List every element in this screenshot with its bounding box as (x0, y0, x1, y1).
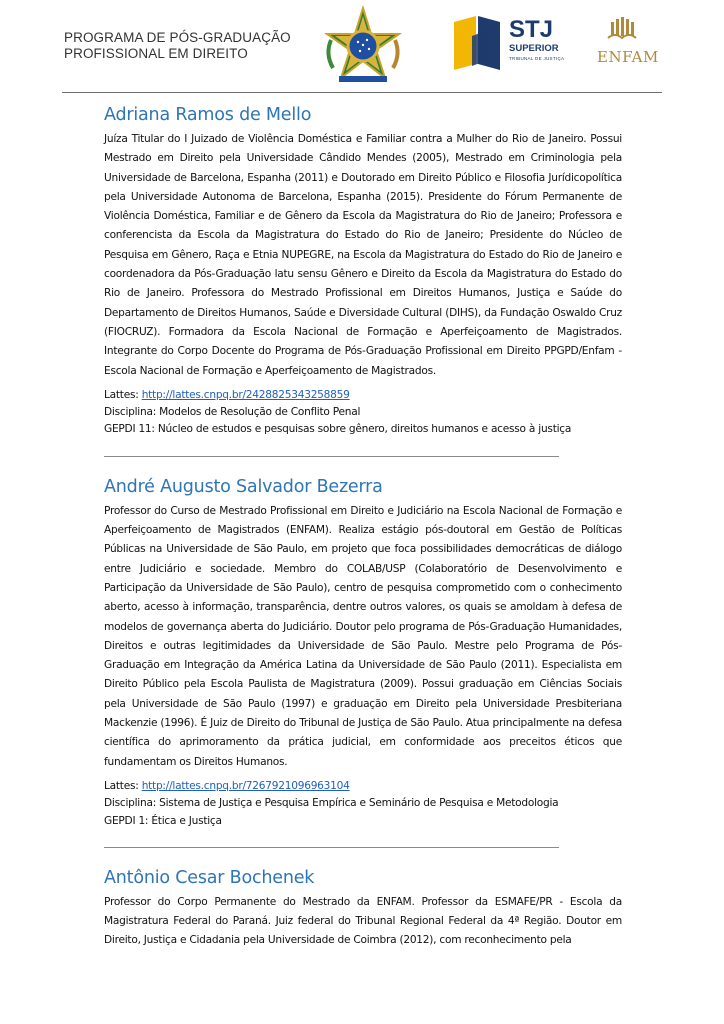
program-title-line-2: PROFISSIONAL EM DIREITO (64, 46, 248, 61)
faculty-name: André Augusto Salvador Bezerra (104, 476, 383, 497)
lattes-label: Lattes: (104, 388, 142, 401)
gepdi-line: GEPDI 11: Núcleo de estudos e pesquisas sobre gênero, direitos humanos e acesso à justiça (104, 423, 572, 436)
lattes-line (104, 387, 622, 404)
program-title-line-1: PROGRAMA DE PÓS-GRADUAÇÃO (64, 30, 291, 45)
stj-tribunal: TRIBUNAL DE JUSTIÇA (509, 56, 565, 61)
entry-divider (104, 456, 559, 457)
disciplina-line: Disciplina: Modelos de Resolução de Conflito Penal (104, 406, 361, 419)
faculty-name: Antônio Cesar Bochenek (104, 867, 315, 888)
faculty-bio: Juíza Titular do I Juizado de Violência Doméstica e Familiar contra a Mulher do Rio de Janeiro. Possui Mestrado em Direito pela Universidade Cândido Mendes (2005), Mestrado em Criminologia pela Universidade de Barcelona, Espanha (2011) e Doutorado em Direito Público e Filosofia Jurídicopolítica pela Universidade Autonoma de Barcelona, Espanha (2015). Presidente do Fórum Permanente de Violência Doméstica, Familiar e de Gênero da Escola da Magistratura do Rio de Janeiro; Professora e conferencista da Escola da Magistratura do Estado do Rio de Janeiro; Presidente do Núcleo de Pesquisa em Gênero, Raça e Etnia NUPEGRE, na Escola da Magistratura do Estado do Rio de Janeiro e coordenadora da Pós-Graduação latu sensu Gênero e Direito da Escola da Magistratura do Estado do Rio de Janeiro. Professora do Mestrado Profissional em Direitos Humanos, Justiça e Saúde do Departamento de Direitos Humanos, Saúde e Diversidade Cultural (DIHS), da Fundação Oswaldo Cruz (FIOCRUZ). Formadora da Escola Nacional de Formação e Aperfeiçoamento de Magistrados. Integrante do Corpo Docente do Programa de Pós-Graduação Profissional em Direito PPGPD/Enfam - Escola Nacional de Formação e Aperfeiçoamento de Magistrados. (104, 133, 622, 377)
page-header (0, 0, 724, 95)
faculty-bio: Professor do Curso de Mestrado Profissional em Direito e Judiciário na Escola Nacional de Formação e Aperfeiçoamento de Magistrados (ENFAM). Realiza estágio pós-doutoral em Gestão de Políticas Públicas na Universidade de São Paulo, em projeto que foca possibilidades democráticas de diálogo entre Judiciário e sociedade. Membro do COLAB/USP (Colaboratório de Desenvolvimento e Participação da Universidade de São Paulo), centro de pesquisa comprometido com o conhecimento aberto, acesso à informação, transparência, dentre outros valores, os quais se amoldam à defesa de modelos de governança aberta do Judiciário. Doutor pelo programa de Pós-Graduação Humanidades, Direitos e outras legitimidades da Universidade de São Paulo. Mestre pelo Programa de Pós-Graduação em Integração da América Latina da Universidade de São Paulo (2011). Especialista em Direito Público pela Escola Paulista de Magistratura (2009). Possui graduação em Ciências Sociais pela Universidade de São Paulo (1997) e graduação em Direito pela Universidade Presbiteriana Mackenzie (1996). É Juiz de Direito do Tribunal de Justiça de São Paulo. Atua principalmente na defesa científica do aprimoramento da prática judicial, em conformidade aos preceitos éticos que fundamentam os Direitos Humanos. (104, 504, 622, 768)
lattes-link[interactable]: http://lattes.cnpq.br/7267921096963104 (141, 779, 350, 792)
lattes-label: Lattes: (104, 779, 142, 792)
stj-abbreviation: STJ (509, 16, 554, 43)
faculty-entry (104, 475, 622, 830)
stj-superior: SUPERIOR (509, 43, 559, 54)
faculty-entry (104, 103, 622, 439)
disciplina-line: Disciplina: Sistema de Justiça e Pesquisa Empírica e Seminário de Pesquisa e Metodologia (104, 797, 559, 810)
program-title (64, 30, 291, 62)
enfam-wordmark: ENFAM (597, 48, 659, 66)
entry-divider (104, 847, 559, 848)
faculty-name: Adriana Ramos de Mello (104, 105, 312, 125)
header-divider (62, 92, 662, 93)
lattes-line (104, 778, 622, 795)
brazil-coat-of-arms-icon (322, 6, 404, 86)
faculty-bio: Professor do Corpo Permanente do Mestrado da ENFAM. Professor da ESMAFE/PR - Escola da Magistratura Federal do Paraná. Juiz federal do Tribunal Regional Federal da 4ª Região. Doutor em Direito, Justiça e Cidadania pela Universidade de Coimbra (2012), com reconhecimento pela (104, 895, 622, 947)
gepdi-line: GEPDI 1: Ética e Justiça (104, 814, 222, 827)
enfam-open-book-icon (605, 16, 639, 46)
lattes-link[interactable]: http://lattes.cnpq.br/2428825343258859 (141, 388, 350, 401)
faculty-list (104, 103, 622, 951)
faculty-entry (104, 866, 622, 951)
